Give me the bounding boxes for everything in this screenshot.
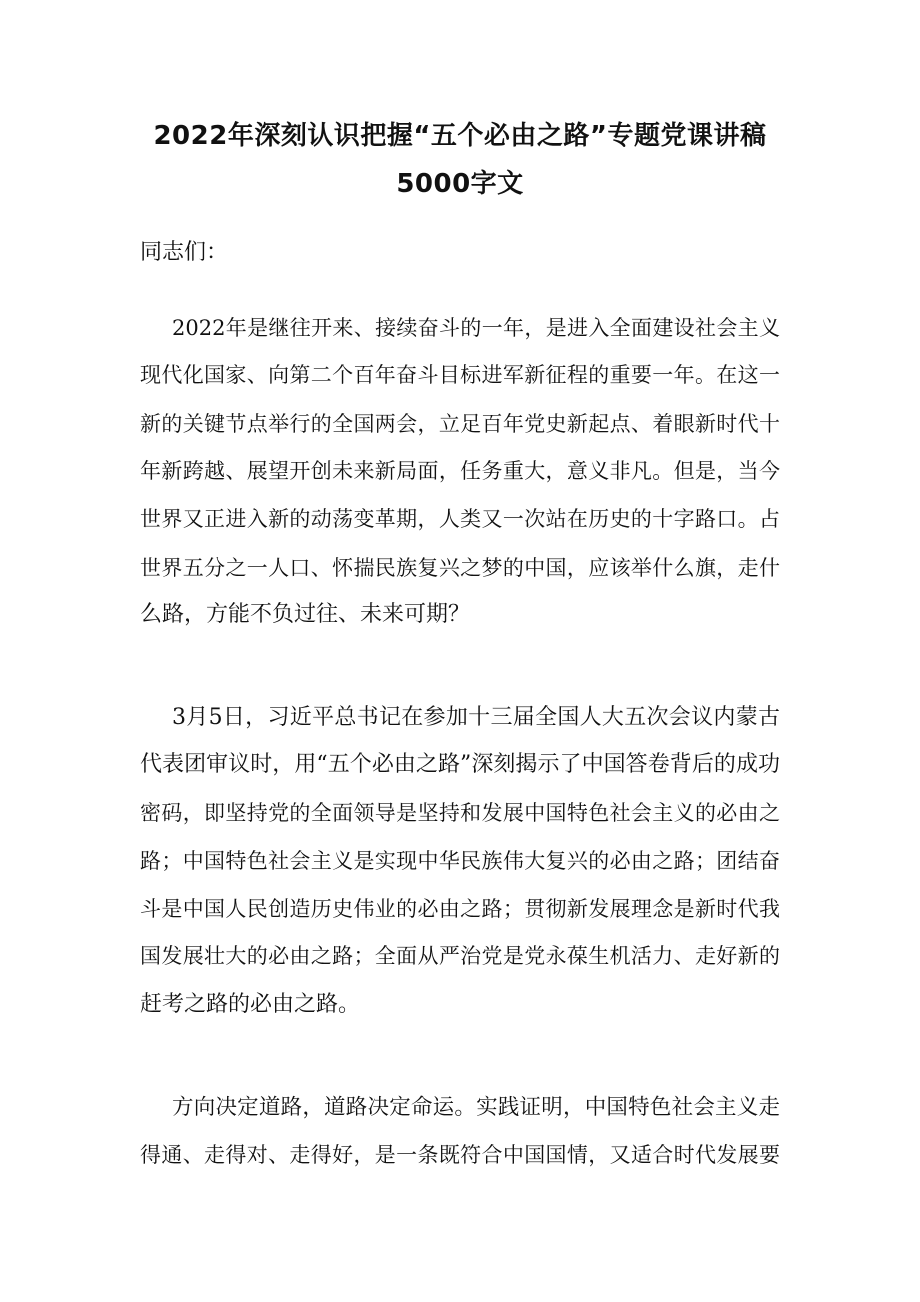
document-title-line-1: 2022年深刻认识把握“五个必由之路”专题党课讲稿 xyxy=(153,121,767,151)
paragraph-1-line-3: 新的关键节点举行的全国两会，立足百年党史新起点、着眼新时代十 xyxy=(140,412,780,436)
paragraph-2-line-6: 国发展壮大的必由之路；全面从严治党是党永葆生机活力、走好新的 xyxy=(140,944,780,968)
paragraph-2-line-2: 代表团审议时，用“五个必由之路”深刻揭示了中国答卷背后的成功 xyxy=(140,752,780,777)
paragraph-1-line-2: 现代化国家、向第二个百年奋斗目标进军新征程的重要一年。在这一 xyxy=(140,363,780,387)
paragraph-2-line-4: 路；中国特色社会主义是实现中华民族伟大复兴的必由之路；团结奋 xyxy=(140,849,780,873)
paragraph-1-line-7: 么路，方能不负过往、未来可期？ xyxy=(140,602,471,627)
paragraph-3-line-2: 得通、走得对、走得好，是一条既符合中国国情，又适合时代发展要 xyxy=(140,1143,780,1167)
paragraph-1-line-4: 年新跨越、展望开创未来新局面，任务重大，意义非凡。但是，当今 xyxy=(140,459,780,483)
paragraph-1-line-1: 2022年是继往开来、接续奋斗的一年，是进入全面建设社会主义 xyxy=(172,316,780,340)
document-title-line-2: 5000字文 xyxy=(396,169,524,199)
paragraph-1-line-5: 世界又正进入新的动荡变革期，人类又一次站在历史的十字路口。占 xyxy=(140,507,780,531)
paragraph-2-line-5: 斗是中国人民创造历史伟业的必由之路；贯彻新发展理念是新时代我 xyxy=(140,897,780,921)
salutation: 同志们： xyxy=(140,240,229,265)
paragraph-3-line-1: 方向决定道路，道路决定命运。实践证明，中国特色社会主义走 xyxy=(172,1095,780,1120)
paragraph-2-line-7: 赶考之路的必由之路。 xyxy=(140,992,361,1017)
paragraph-1-line-6: 世界五分之一人口、怀揣民族复兴之梦的中国，应该举什么旗，走什 xyxy=(140,556,780,580)
paragraph-2-line-3: 密码，即坚持党的全面领导是坚持和发展中国特色社会主义的必由之 xyxy=(140,801,780,825)
paragraph-2-line-1: 3月5日，习近平总书记在参加十三届全国人大五次会议内蒙古 xyxy=(172,705,780,730)
